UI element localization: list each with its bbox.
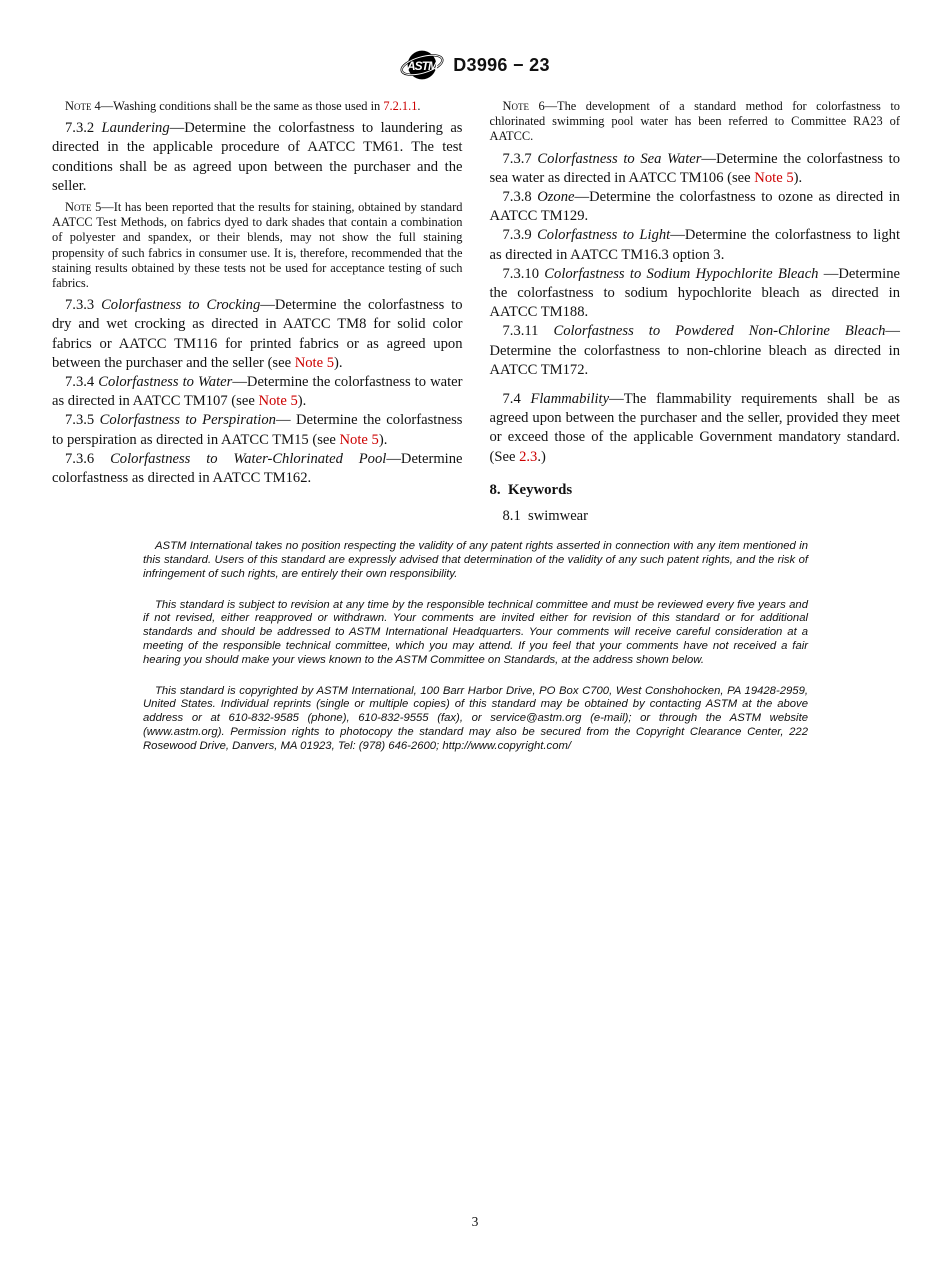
text-run: 7.3.4 <box>65 374 99 391</box>
cross-reference-link[interactable]: 2.3 <box>519 448 538 465</box>
text-run: —Determine the colorfastness to light as directed in AATCC TM16.3 option 3. <box>489 227 901 263</box>
note-paragraph <box>52 200 463 291</box>
text-run: —The development of a standard method for colorfastness to chlorinated swimming pool water has been referred to Committee RA23 of AATCC. <box>489 99 900 144</box>
body-paragraph <box>52 411 463 449</box>
body-paragraph <box>490 265 901 323</box>
body-paragraph <box>490 322 901 380</box>
text-run: Colorfastness to Sea Water <box>537 150 702 167</box>
text-run: 7.3.5 <box>65 412 100 429</box>
patent-disclaimer: ASTM International takes no position respecting the validity of any patent rights asserted in connection with any item mentioned in this standard. Users of this standard are expressly advised that determination of the validity of any such patent rights, and the risk of infringement of such rights, are entirely their own responsibility. <box>143 540 808 580</box>
text-run: Colorfastness to Sodium Hypochlorite Bleach <box>544 265 819 282</box>
text-run: —Determine colorfastness as directed in AATCC TM162. <box>52 450 463 487</box>
text-run: ). <box>793 169 803 186</box>
revision-notice: This standard is subject to revision at any time by the responsible technical committee and must be reviewed every five years and if not revised, either reapproved or withdrawn. Your comments are invited either for revision of this standard or for additional standards and should be addressed to ASTM International Headquarters. Your comments will receive careful consideration at a meeting of the responsible technical committee, which you may attend. If you feel that your comments have not received a fair hearing you should make your views known to the ASTM Committee on Standards, at the address shown below. <box>143 598 808 666</box>
copyright-notice: This standard is copyrighted by ASTM International, 100 Barr Harbor Drive, PO Box C700, West Conshohocken, PA 19428-2959, United States. Individual reprints (single or multiple copies) of this standard may be obtained by contacting ASTM at the above address or at 610-832-9585 (phone), 610-832-9555 (fax), or service@astm.org (e-mail); or through the ASTM website (www.astm.org). Permission rights to photocopy the standard may also be secured from the Copyright Clearance Center, 222 Rosewood Drive, Danvers, MA 01923, Tel: (978) 646-2600; http://www.copyright.com/ <box>143 684 808 752</box>
text-run: —Determine the colorfastness to dry and wet crocking as directed in AATCC TM8 for solid color fabrics or AATCC TM116 for printed fabrics or as agreed upon between the purchaser and the seller (see <box>52 297 463 371</box>
note-paragraph <box>490 99 901 145</box>
text-run: 8.1 swimwear <box>502 508 589 525</box>
standard-designation: D3996 − 23 <box>453 54 550 75</box>
body-paragraph <box>490 507 901 526</box>
body-columns <box>52 95 900 526</box>
text-run: 7.3.3 <box>65 297 102 314</box>
body-paragraph <box>490 188 901 226</box>
text-run: ). <box>297 393 307 410</box>
text-run: Colorfastness to Powdered Non-Chlorine Bleach <box>553 323 886 340</box>
body-paragraph <box>490 390 901 467</box>
section-heading <box>490 481 901 500</box>
text-run: — Determine the colorfastness to non-chlorine bleach as directed in AATCC TM172. <box>489 323 901 378</box>
text-run: 7.4 <box>502 391 531 408</box>
cross-reference-link[interactable]: Note 5 <box>294 354 335 371</box>
astm-logo-icon <box>400 45 444 85</box>
text-run: Colorfastness to Crocking <box>101 297 261 314</box>
text-run: 8. Keywords <box>489 481 573 498</box>
text-run: Note 5 <box>65 200 102 215</box>
page-number: 3 <box>471 1214 479 1229</box>
left-column <box>52 95 463 526</box>
cross-reference-link[interactable]: Note 5 <box>258 393 298 410</box>
text-run: —Determine the colorfastness to sodium hypochlorite bleach as directed in AATCC TM188. <box>489 265 900 321</box>
text-run: 7.3.6 <box>65 450 111 467</box>
text-run: 7.3.7 <box>502 150 538 167</box>
body-paragraph <box>52 119 463 196</box>
text-run: —Determine the colorfastness to ozone as directed in AATCC TM129. <box>489 189 900 225</box>
body-paragraph <box>52 373 463 411</box>
cross-reference-link[interactable]: Note 5 <box>339 431 379 448</box>
page-header <box>0 0 950 86</box>
text-run: Colorfastness to Perspiration <box>99 412 276 429</box>
text-run: —Determine the colorfastness to laundering as directed in the applicable procedure of AATCC TM61. The test conditions shall be as agreed upon between the purchaser and the seller. <box>52 120 463 194</box>
right-column <box>490 95 901 526</box>
body-paragraph <box>52 450 463 488</box>
text-run: ). <box>378 431 388 448</box>
body-paragraph <box>490 150 901 188</box>
body-paragraph <box>52 296 463 373</box>
text-run: 7.3.8 <box>502 189 538 206</box>
text-run: 7.3.10 <box>502 265 545 282</box>
text-run: Flammability <box>530 391 610 408</box>
text-run: Colorfastness to Water-Chlorinated Pool <box>110 450 387 467</box>
note-paragraph <box>52 99 463 114</box>
svg-text:ASTM: ASTM <box>407 58 438 73</box>
boilerplate-footer <box>143 540 808 753</box>
text-run: 7.3.2 <box>65 120 102 137</box>
text-run: ). <box>334 354 343 371</box>
cross-reference-link[interactable]: Note 5 <box>754 169 794 186</box>
text-run: Note 6 <box>502 99 545 113</box>
body-paragraph <box>490 226 901 264</box>
text-run: Colorfastness to Light <box>537 227 671 244</box>
text-run: 7.3.9 <box>502 227 538 244</box>
text-run: Laundering <box>101 120 170 137</box>
text-run: Note 4 <box>65 99 101 113</box>
text-run: — Determine the colorfastness to perspiration as directed in AATCC TM15 (see <box>52 412 463 448</box>
text-run: —Washing conditions shall be the same as those used in <box>100 99 384 113</box>
text-run: . <box>417 99 421 113</box>
cross-reference-link[interactable]: 7.2.1.1 <box>383 99 418 113</box>
text-run: —Determine the colorfastness to sea water as directed in AATCC TM106 (see <box>489 150 900 186</box>
text-run: —The flammability requirements shall be as agreed upon between the purchaser and the seller, provided they meet or exceed those of the applicable Government mandatory standard. (See <box>489 391 900 465</box>
text-run: —Determine the colorfastness to water as directed in AATCC TM107 (see <box>52 374 463 410</box>
text-run: .) <box>537 448 546 465</box>
text-run: Colorfastness to Water <box>98 374 233 391</box>
text-run: 7.3.11 <box>502 323 554 340</box>
text-run: —It has been reported that the results for staining, obtained by standard AATCC Test Methods, on fabrics dyed to dark shades that contain a combination of polyester and spandex, or their blends, may not show the full staining propensity of such fabrics in consumer use. It is, therefore, recommended that the staining results obtained by these tests not be used for acceptance testing of such fabrics. <box>52 200 463 291</box>
text-run: Ozone <box>537 189 575 206</box>
